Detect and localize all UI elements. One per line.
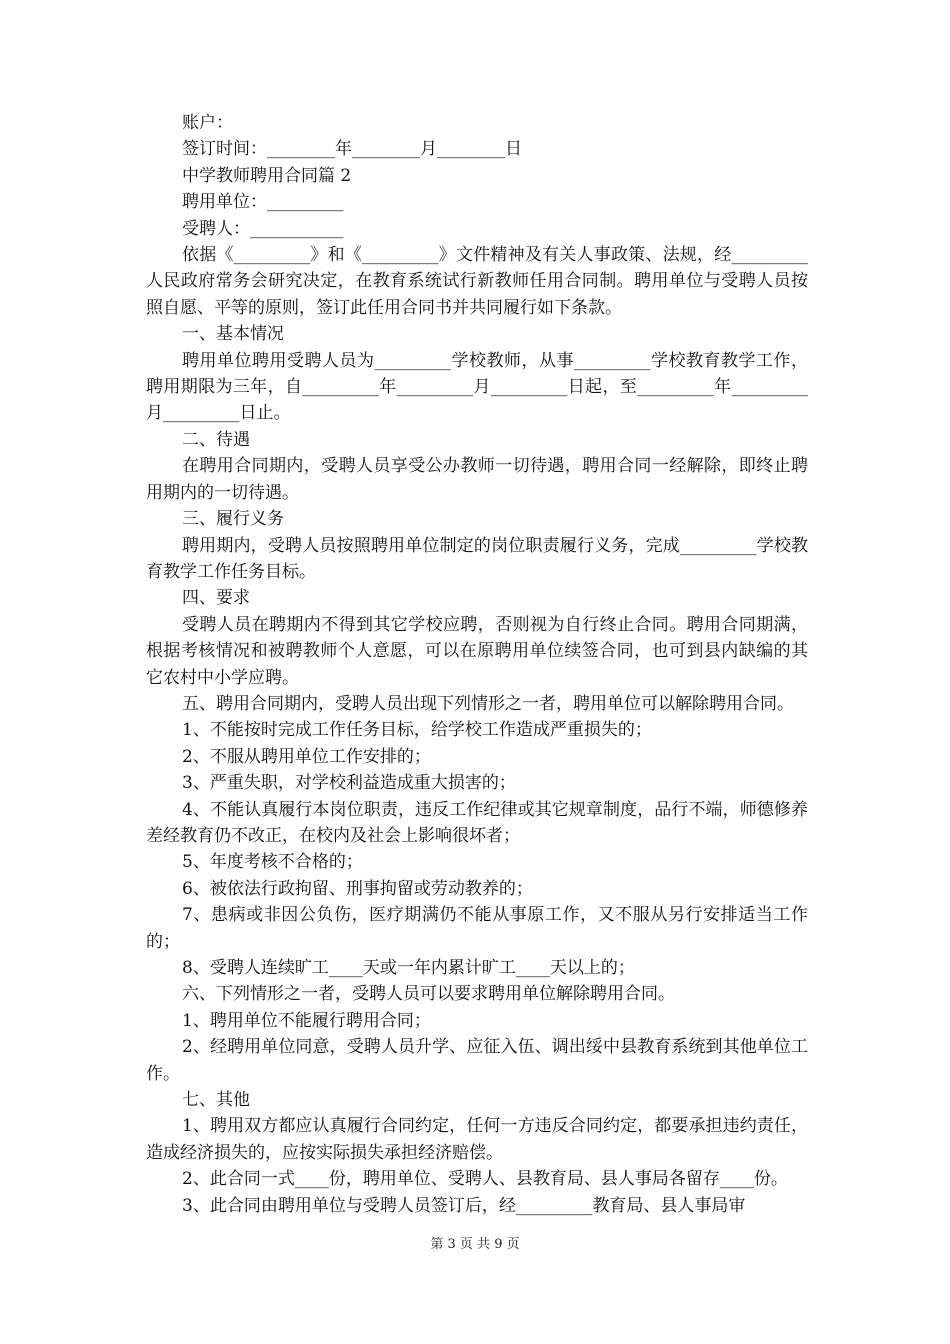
section-heading-duties: 三、履行义务 [182,509,284,530]
list-item: 3、此合同由聘用单位与受聘人员签订后，经_________教育局、县人事局审 [182,1195,746,1216]
list-item: 7、患病或非因公负伤，医疗期满仍不能从事原工作，又不服从另行安排适当工作的； [146,905,808,952]
document-title: 中学教师聘用合同篇 2 [182,165,352,186]
paragraph-sign-date: 签订时间：________年________月________日 [182,139,522,160]
list-item: 2、不服从聘用单位工作安排的； [182,746,431,767]
paragraph-requirements: 受聘人员在聘期内不得到其它学校应聘，否则视为自行终止合同。聘用合同期满，根据考核情况和被聘教师个人意愿，可以在原聘用单位续签合同，也可到县内缺编的其它农村中小学应聘。 [146,614,808,688]
section-heading-other: 七、其他 [182,1090,250,1111]
paragraph-basic: 聘用单位聘用受聘人员为_________学校教师，从事_________学校教育教学工作，聘用期限为三年，自_________年_________月_________日起，至_________年_________月_________日止。 [146,350,808,424]
paragraph-employee: 受聘人：___________ [182,218,344,239]
page-number-footer: 第 3 页 共 9 页 [430,1237,520,1252]
section-heading-benefits: 二、待遇 [182,429,250,450]
list-item: 1、聘用单位不能履行聘用合同； [182,1010,431,1031]
list-item: 4、不能认真履行本岗位职责，违反工作纪律或其它规章制度，品行不端，师德修养差经教育仍不改正，在校内及社会上影响很坏者； [146,799,808,846]
section-heading-requirements: 四、要求 [182,588,250,609]
list-item: 1、聘用双方都应认真履行合同约定，任何一方违反合同约定，都要承担违约责任，造成经济损失的，应按实际损失承担经济赔偿。 [146,1116,808,1163]
list-item: 8、受聘人连续旷工____天或一年内累计旷工____天以上的； [182,958,635,978]
list-item: 6、被依法行政拘留、刑事拘留或劳动教养的； [182,878,533,899]
list-item: 2、经聘用单位同意，受聘人员升学、应征入伍、调出绥中县教育系统到其他单位工作。 [146,1037,808,1084]
list-item: 1、不能按时完成工作任务目标，给学校工作造成严重损失的； [182,720,652,741]
list-item: 3、严重失职，对学校利益造成重大损害的； [182,773,516,794]
list-item: 5、年度考核不合格的； [182,852,363,873]
section-heading-basic: 一、基本情况 [182,324,284,345]
document-body [146,110,808,1219]
list-item: 2、此合同一式____份，聘用单位、受聘人、县教育局、县人事局各留存____份。 [182,1169,788,1190]
section-heading-termination-employee: 六、下列情形之一者，受聘人员可以要求聘用单位解除聘用合同。 [182,984,675,1005]
section-heading-termination-employer: 五、聘用合同期内，受聘人员出现下列情形之一者，聘用单位可以解除聘用合同。 [182,693,794,714]
paragraph-employer: 聘用单位：_________ [182,192,344,213]
paragraph-preamble: 依据《_________》和《_________》文件精神及有关人事政策、法规，经_________人民政府常务会研究决定，在教育系统试行新教师任用合同制。聘用单位与受聘人员按照自愿、平等的原则，签订此任用合同书并共同履行如下条款。 [146,245,808,318]
paragraph-account: 账户： [182,113,233,133]
paragraph-duties: 聘用期内，受聘人员按照聘用单位制定的岗位职责履行义务，完成_________学校教育教学工作任务目标。 [146,535,808,582]
paragraph-benefits: 在聘用合同期内，受聘人员享受公办教师一切待遇，聘用合同一经解除，即终止聘用期内的一切待遇。 [146,456,808,503]
